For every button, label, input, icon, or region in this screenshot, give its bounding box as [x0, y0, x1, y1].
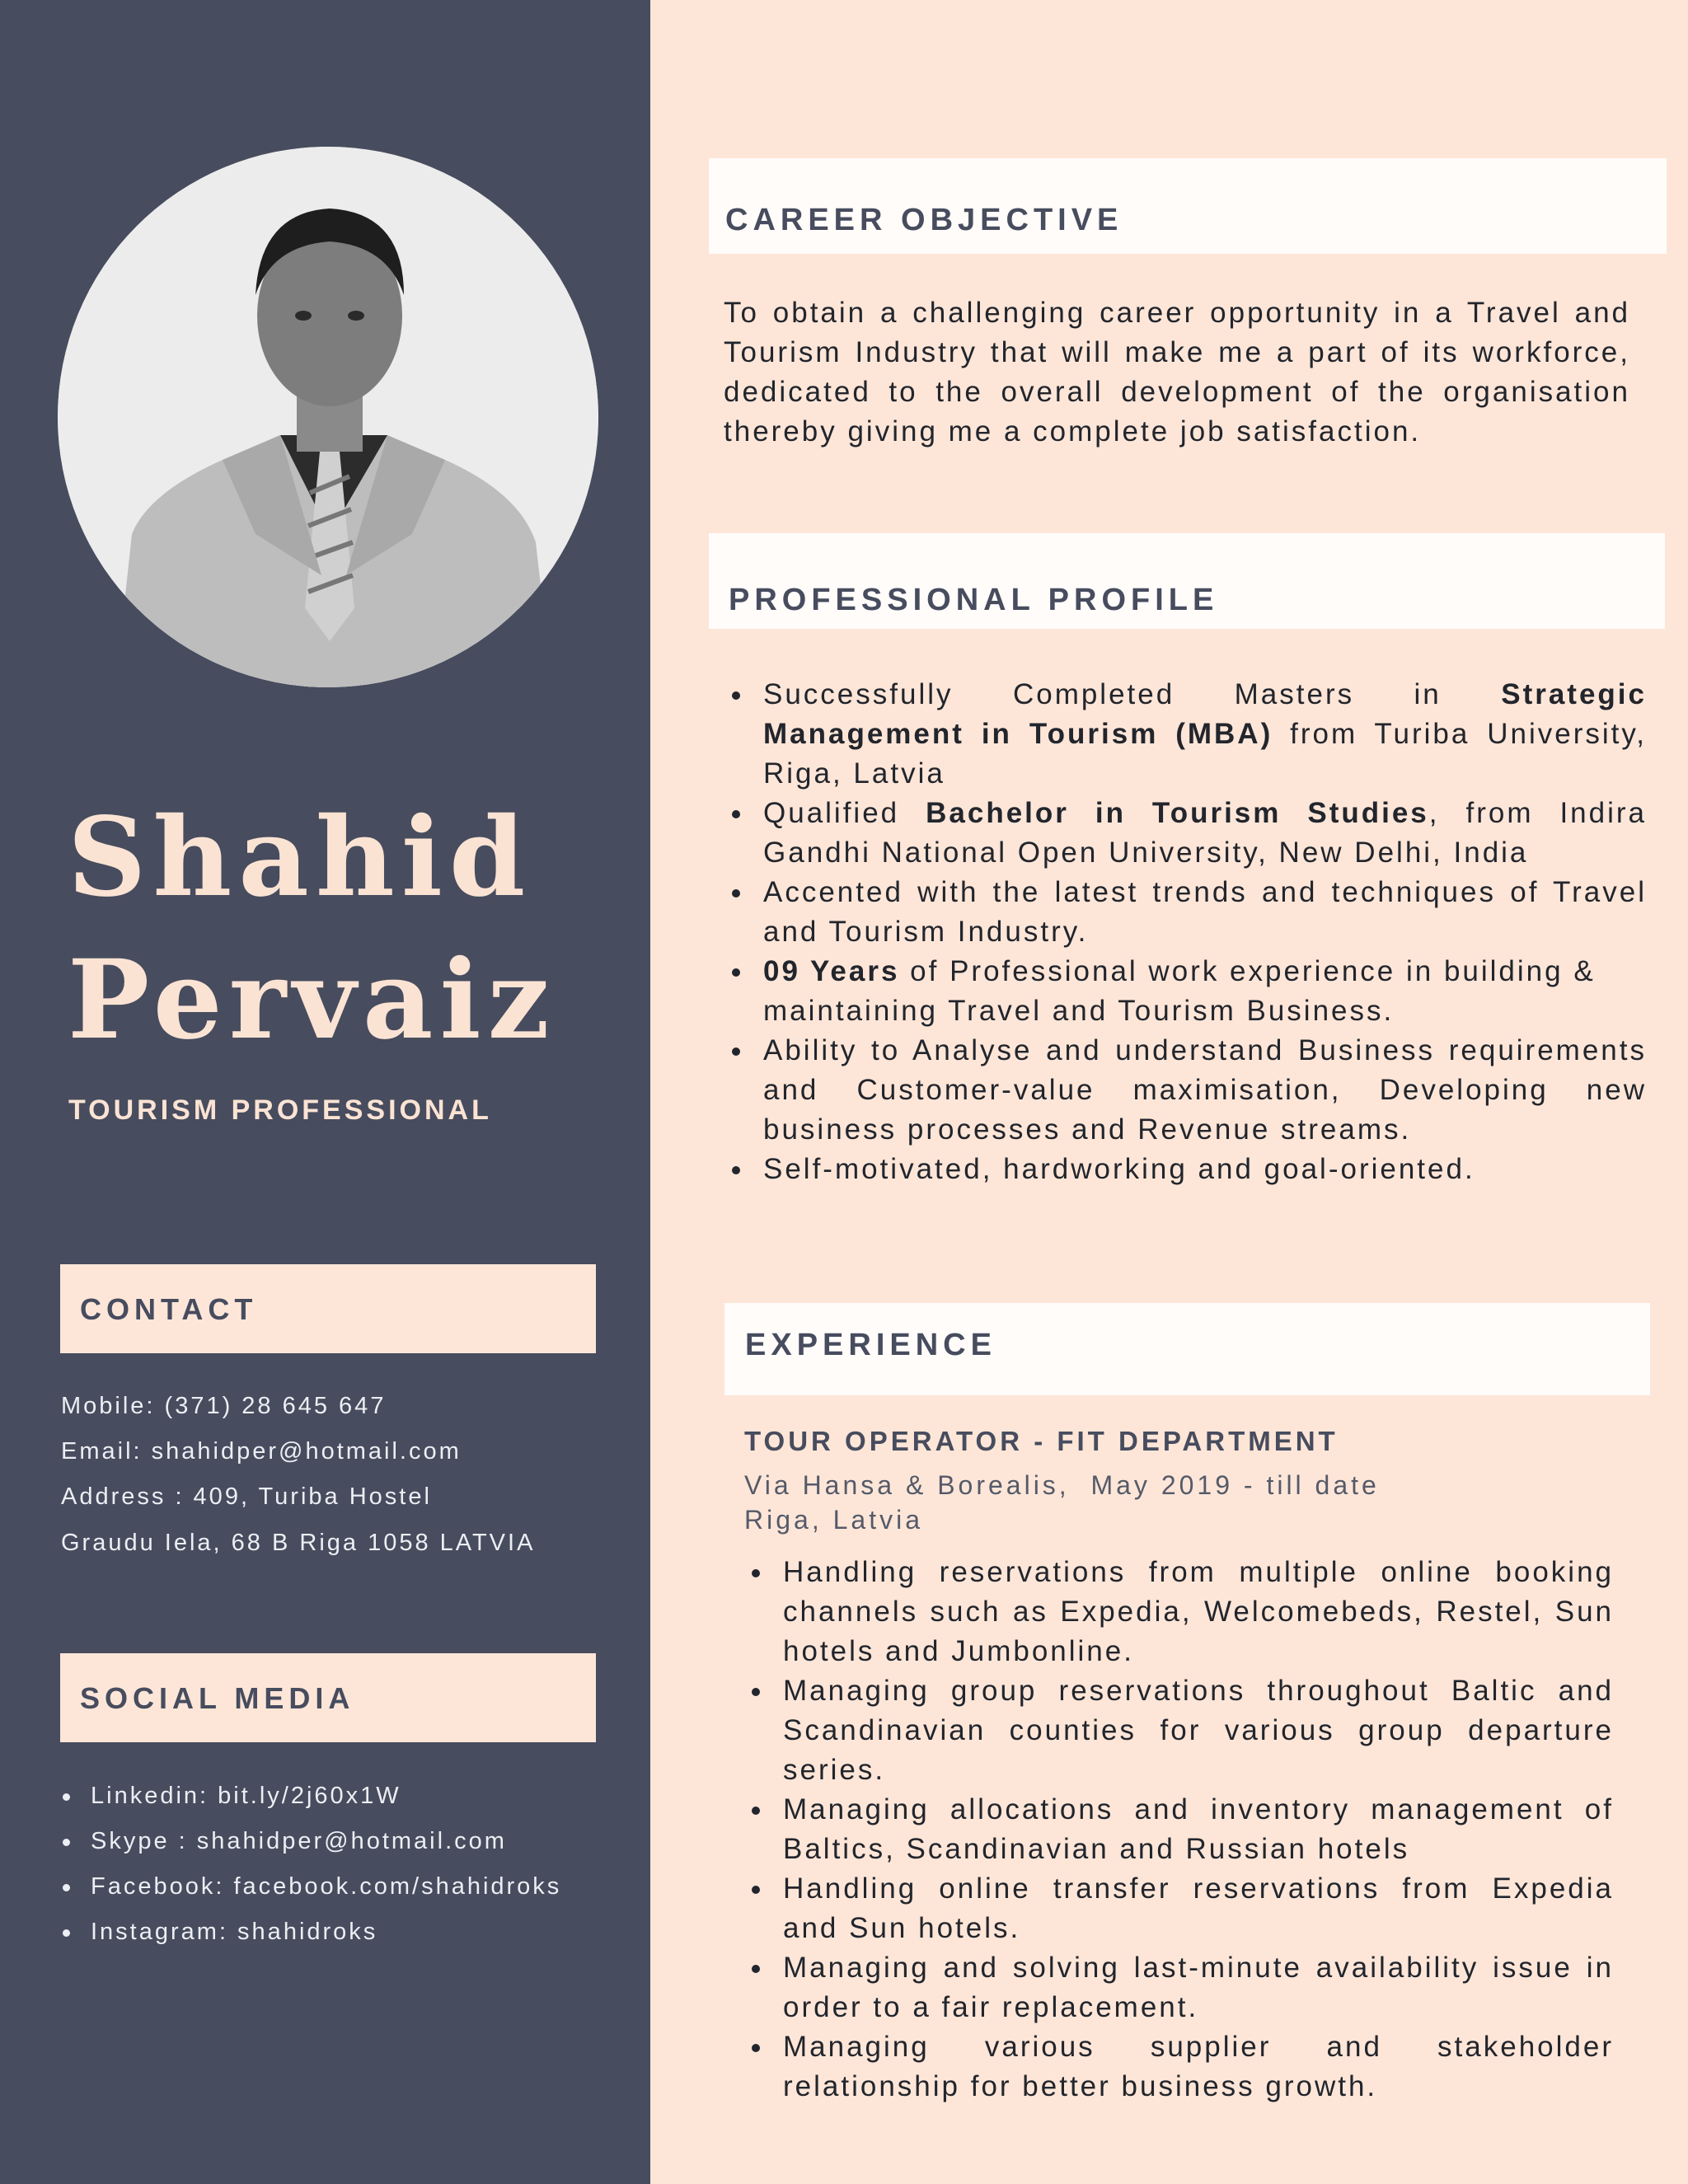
contact-address-line-1: Address : 409, Turiba Hostel — [61, 1483, 432, 1510]
experience-item: Managing various supplier and stakeholder relationship for better business growth. — [745, 2027, 1614, 2107]
social-list — [61, 1774, 561, 1955]
profile-heading-box — [709, 533, 1665, 629]
social-facebook[interactable]: Facebook: facebook.com/shahidroks — [61, 1864, 561, 1910]
profile-item: Successfully Completed Masters in Strategic Management in Tourism (MBA) from Turiba University, Riga, Latvia — [725, 675, 1647, 794]
career-heading: CAREER OBJECTIVE — [725, 203, 1123, 237]
profile-item: Accented with the latest trends and techniques of Travel and Tourism Industry. — [725, 873, 1647, 952]
experience-item: Managing and solving last-minute availability issue in order to a fair replacement. — [745, 1948, 1614, 2027]
social-instagram[interactable]: Instagram: shahidroks — [61, 1910, 561, 1955]
profile-heading: PROFESSIONAL PROFILE — [729, 583, 1219, 617]
contact-address-line-2: Graudu Iela, 68 B Riga 1058 LATVIA — [61, 1530, 536, 1556]
job-company-date: Via Hansa & Borealis, May 2019 - till date — [744, 1470, 1380, 1500]
social-linkedin[interactable]: Linkedin: bit.ly/2j60x1W — [61, 1774, 561, 1819]
sidebar — [0, 0, 650, 2184]
career-text: To obtain a challenging career opportunity in a Travel and Tourism Industry that will make me a part of its workforce, dedicated to the overall development of the organisation thereby giving me a complete job satisfaction. — [724, 297, 1630, 448]
profile-item: Qualified Bachelor in Tourism Studies, from Indira Gandhi National Open University, New Delhi, India — [725, 794, 1647, 873]
profile-photo — [58, 147, 598, 687]
experience-heading-box — [724, 1303, 1650, 1395]
contact-heading-box — [60, 1264, 596, 1353]
name-last: Pervaiz — [68, 936, 556, 1064]
job-title: TOUR OPERATOR - FIT DEPARTMENT — [744, 1426, 1339, 1456]
job-location: Riga, Latvia — [744, 1505, 923, 1535]
contact-heading: CONTACT — [80, 1292, 258, 1326]
profile-item: Self-motivated, hardworking and goal-oriented. — [725, 1150, 1647, 1189]
social-heading-box — [60, 1653, 596, 1742]
social-skype[interactable]: Skype : shahidper@hotmail.com — [61, 1819, 561, 1864]
portrait-image — [58, 147, 598, 687]
profile-item: Ability to Analyse and understand Business requirements and Customer-value maximisation, Developing new business processes and Revenue streams. — [725, 1031, 1647, 1150]
experience-item: Handling online transfer reservations from Expedia and Sun hotels. — [745, 1869, 1614, 1948]
career-heading-box — [709, 158, 1667, 254]
profile-item: 09 Years of Professional work experience in building & maintaining Travel and Tourism Business. — [725, 952, 1647, 1031]
experience-heading: EXPERIENCE — [745, 1328, 996, 1362]
job-role: TOURISM PROFESSIONAL — [68, 1094, 492, 1126]
name-first: Shahid — [68, 794, 532, 921]
profile-list — [725, 675, 1647, 1189]
experience-item: Managing allocations and inventory management of Baltics, Scandinavian and Russian hotels — [745, 1790, 1614, 1869]
contact-mobile: Mobile: (371) 28 645 647 — [61, 1393, 387, 1419]
social-heading: SOCIAL MEDIA — [80, 1681, 355, 1715]
experience-item: Managing group reservations throughout Baltic and Scandinavian counties for various group departure series. — [745, 1671, 1614, 1790]
experience-item: Handling reservations from multiple online booking channels such as Expedia, Welcomebeds, Restel, Sun hotels and Jumbonline. — [745, 1553, 1614, 1671]
experience-list — [745, 1553, 1614, 2107]
contact-email[interactable]: Email: shahidper@hotmail.com — [61, 1438, 462, 1465]
